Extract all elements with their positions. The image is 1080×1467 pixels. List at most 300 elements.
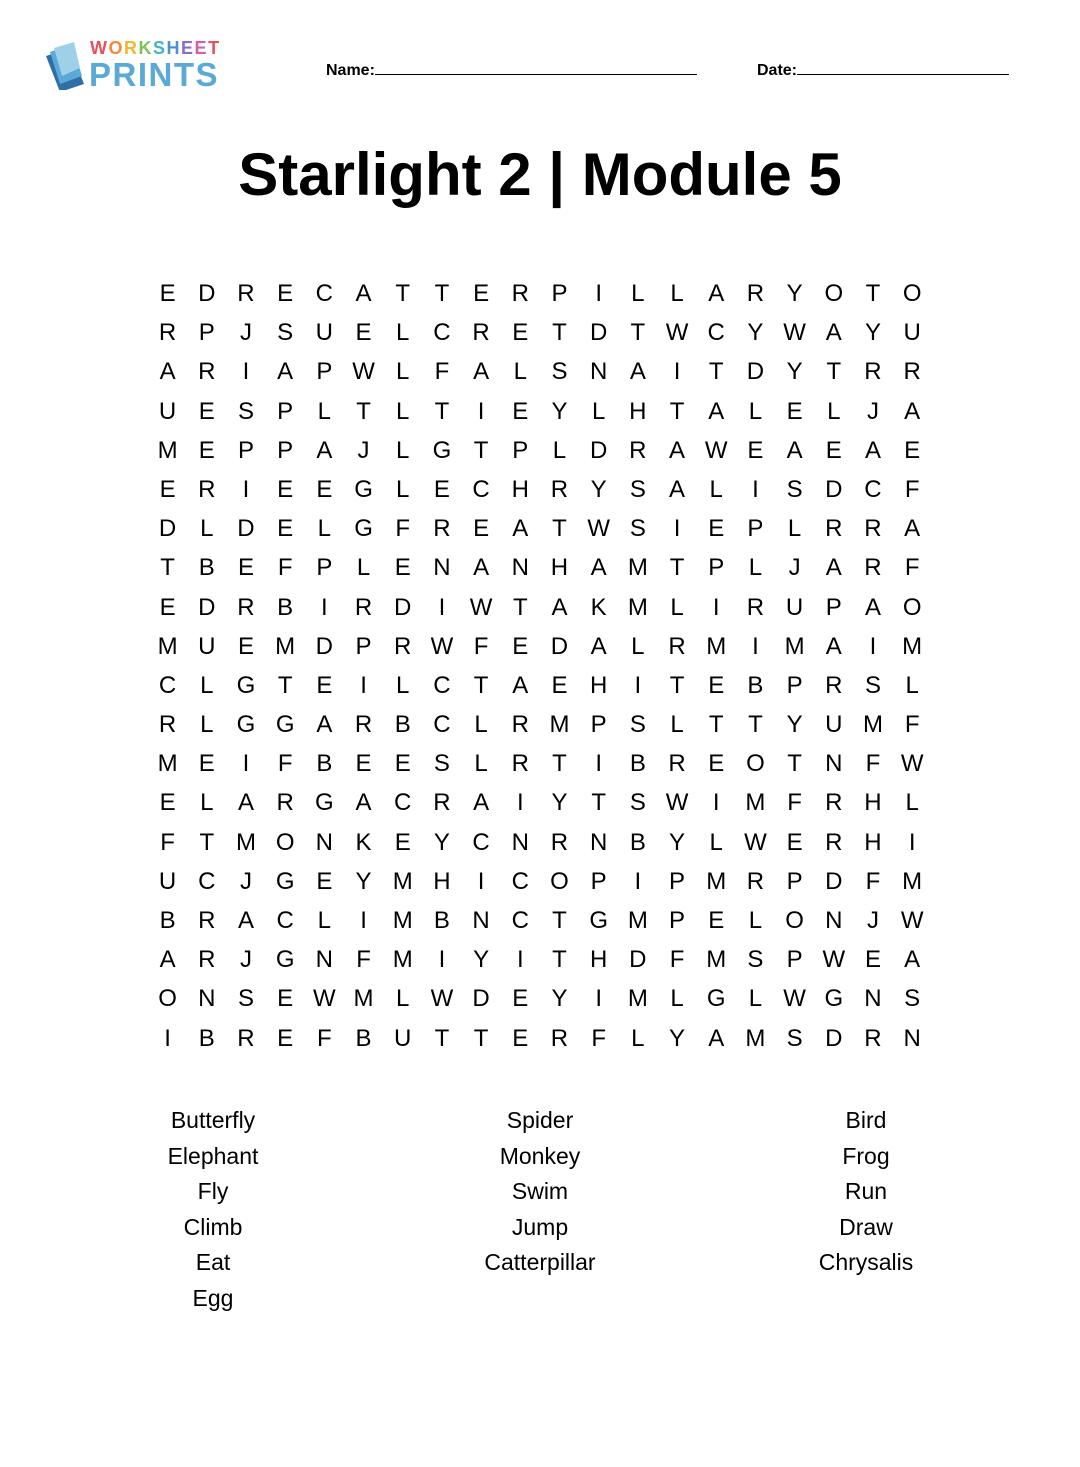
grid-letter[interactable]: R [198, 946, 216, 974]
grid-letter[interactable]: C [394, 789, 412, 817]
grid-letter[interactable]: H [433, 867, 451, 895]
grid-letter[interactable]: C [472, 475, 490, 503]
grid-letter[interactable]: H [589, 671, 608, 699]
grid-letter[interactable]: I [438, 946, 446, 974]
grid-letter[interactable]: F [277, 554, 293, 582]
grid-letter[interactable]: R [354, 711, 373, 739]
grid-letter[interactable]: L [591, 397, 606, 425]
grid-letter[interactable]: G [236, 711, 256, 739]
grid-letter[interactable]: R [825, 515, 843, 543]
grid-letter[interactable]: A [590, 554, 607, 582]
grid-letter[interactable]: T [434, 397, 450, 425]
grid-letter[interactable]: T [787, 750, 802, 778]
grid-letter[interactable]: L [631, 632, 645, 660]
grid-letter[interactable]: G [354, 475, 373, 503]
grid-letter[interactable]: B [747, 671, 764, 699]
grid-letter[interactable]: R [511, 711, 529, 739]
grid-letter[interactable]: E [277, 280, 294, 307]
grid-letter[interactable]: M [392, 946, 413, 974]
grid-letter[interactable]: C [511, 907, 529, 934]
grid-letter[interactable]: S [629, 475, 646, 503]
grid-letter[interactable]: F [591, 1024, 606, 1052]
grid-letter[interactable]: D [394, 593, 412, 621]
grid-letter[interactable]: A [355, 280, 372, 307]
grid-letter[interactable]: T [708, 358, 724, 386]
grid-letter[interactable]: A [864, 436, 881, 464]
grid-letter[interactable]: F [160, 828, 175, 856]
grid-letter[interactable]: L [396, 475, 410, 503]
grid-letter[interactable]: P [590, 711, 607, 739]
grid-letter[interactable]: T [473, 1024, 489, 1052]
grid-letter[interactable]: Y [355, 867, 372, 895]
grid-letter[interactable]: S [786, 475, 803, 503]
grid-letter[interactable]: D [589, 319, 608, 347]
grid-letter[interactable]: A [825, 319, 842, 347]
grid-letter[interactable]: A [551, 593, 568, 621]
grid-letter[interactable]: W [313, 985, 336, 1013]
grid-letter[interactable]: E [786, 397, 803, 425]
grid-letter[interactable]: D [746, 358, 765, 386]
grid-letter[interactable]: H [629, 397, 647, 425]
grid-letter[interactable]: G [275, 867, 295, 895]
grid-letter[interactable]: I [869, 632, 877, 660]
grid-letter[interactable]: E [473, 280, 490, 307]
grid-letter[interactable]: F [865, 867, 881, 895]
grid-letter[interactable]: D [825, 475, 843, 503]
grid-letter[interactable]: E [708, 750, 725, 778]
grid-letter[interactable]: E [316, 671, 333, 699]
grid-letter[interactable]: N [315, 946, 334, 974]
grid-letter[interactable]: S [629, 789, 646, 817]
grid-letter[interactable]: F [434, 358, 450, 386]
grid-letter[interactable]: E [433, 475, 450, 503]
grid-letter[interactable]: C [433, 671, 451, 699]
grid-letter[interactable]: G [275, 946, 295, 974]
grid-letter[interactable]: U [315, 319, 334, 347]
grid-letter[interactable]: F [277, 750, 293, 778]
grid-letter[interactable]: A [159, 946, 176, 974]
grid-letter[interactable]: I [752, 475, 759, 503]
grid-letter[interactable]: G [589, 907, 608, 934]
grid-letter[interactable]: A [904, 515, 921, 543]
grid-letter[interactable]: R [198, 907, 216, 934]
grid-letter[interactable]: H [864, 789, 882, 817]
grid-letter[interactable]: D [198, 280, 216, 307]
grid-letter[interactable]: H [550, 554, 569, 582]
grid-letter[interactable]: O [550, 867, 569, 895]
grid-letter[interactable]: L [670, 280, 684, 307]
grid-letter[interactable]: E [708, 907, 725, 934]
grid-letter[interactable]: W [665, 319, 689, 347]
grid-letter[interactable]: E [198, 436, 215, 464]
grid-letter[interactable]: C [315, 280, 334, 307]
grid-letter[interactable]: C [472, 828, 490, 856]
grid-letter[interactable]: L [748, 554, 763, 582]
grid-letter[interactable]: C [864, 475, 882, 503]
grid-letter[interactable]: S [904, 985, 921, 1013]
grid-letter[interactable]: L [396, 397, 410, 425]
grid-letter[interactable]: Y [473, 946, 490, 974]
grid-letter[interactable]: S [629, 515, 646, 543]
grid-letter[interactable]: P [669, 907, 686, 934]
grid-letter[interactable]: R [237, 1024, 255, 1052]
grid-letter[interactable]: Y [551, 789, 568, 817]
grid-letter[interactable]: C [707, 319, 725, 347]
grid-letter[interactable]: E [512, 1024, 529, 1052]
grid-letter[interactable]: T [512, 593, 528, 621]
grid-letter[interactable]: A [590, 632, 607, 660]
grid-letter[interactable]: R [629, 436, 647, 464]
grid-letter[interactable]: U [158, 867, 177, 895]
grid-letter[interactable]: W [744, 828, 767, 856]
grid-letter[interactable]: U [394, 1024, 412, 1052]
grid-letter[interactable]: R [825, 789, 843, 817]
grid-letter[interactable]: L [787, 515, 802, 543]
grid-letter[interactable]: W [469, 593, 493, 621]
grid-letter[interactable]: L [396, 436, 410, 464]
grid-letter[interactable]: L [513, 358, 527, 386]
grid-letter[interactable]: E [473, 515, 490, 543]
grid-letter[interactable]: L [474, 711, 488, 739]
grid-letter[interactable]: J [239, 946, 252, 974]
grid-letter[interactable]: A [355, 789, 372, 817]
grid-letter[interactable]: N [433, 554, 451, 582]
grid-letter[interactable]: C [198, 867, 216, 895]
grid-letter[interactable]: J [357, 436, 370, 464]
grid-letter[interactable]: E [316, 475, 333, 503]
grid-letter[interactable]: R [237, 593, 255, 621]
grid-letter[interactable]: I [321, 593, 328, 621]
grid-letter[interactable]: P [198, 319, 215, 347]
grid-letter[interactable]: R [472, 319, 490, 347]
grid-letter[interactable]: I [634, 671, 642, 699]
grid-letter[interactable]: N [472, 907, 490, 934]
grid-letter[interactable]: W [783, 319, 806, 347]
grid-letter[interactable]: O [902, 593, 922, 621]
grid-letter[interactable]: R [825, 828, 843, 856]
grid-letter[interactable]: E [159, 280, 176, 307]
grid-letter[interactable]: P [747, 515, 764, 543]
grid-letter[interactable]: R [668, 750, 686, 778]
grid-letter[interactable]: T [160, 554, 175, 582]
grid-letter[interactable]: A [825, 632, 842, 660]
grid-letter[interactable]: D [158, 515, 177, 543]
grid-letter[interactable]: J [866, 397, 879, 425]
grid-letter[interactable]: A [669, 436, 686, 464]
grid-letter[interactable]: A [473, 789, 490, 817]
grid-letter[interactable]: R [511, 280, 529, 307]
grid-letter[interactable]: F [904, 475, 920, 503]
grid-letter[interactable]: F [904, 711, 920, 739]
grid-letter[interactable]: S [237, 397, 254, 425]
grid-letter[interactable]: T [826, 358, 842, 386]
grid-letter[interactable]: R [864, 358, 882, 386]
grid-letter[interactable]: D [589, 436, 608, 464]
grid-letter[interactable]: E [355, 319, 372, 347]
grid-letter[interactable]: G [432, 436, 452, 464]
grid-letter[interactable]: D [825, 867, 843, 895]
grid-letter[interactable]: A [316, 711, 333, 739]
grid-letter[interactable]: U [158, 397, 177, 425]
grid-letter[interactable]: E [198, 397, 215, 425]
grid-letter[interactable]: R [394, 632, 412, 660]
grid-letter[interactable]: L [631, 280, 645, 307]
grid-letter[interactable]: M [157, 632, 178, 660]
grid-letter[interactable]: A [904, 397, 921, 425]
grid-letter[interactable]: A [473, 358, 490, 386]
grid-letter[interactable]: L [670, 985, 684, 1013]
grid-letter[interactable]: A [786, 436, 803, 464]
grid-letter[interactable]: U [785, 593, 804, 621]
grid-letter[interactable]: R [550, 1024, 569, 1052]
grid-letter[interactable]: A [629, 358, 646, 386]
grid-letter[interactable]: L [748, 985, 763, 1013]
grid-letter[interactable]: E [277, 515, 294, 543]
grid-letter[interactable]: E [864, 946, 881, 974]
grid-letter[interactable]: M [235, 828, 256, 856]
grid-letter[interactable]: T [395, 280, 411, 307]
grid-letter[interactable]: P [277, 436, 294, 464]
grid-letter[interactable]: T [277, 671, 293, 699]
grid-letter[interactable]: I [712, 789, 720, 817]
grid-letter[interactable]: M [627, 985, 648, 1013]
grid-letter[interactable]: A [237, 789, 254, 817]
grid-letter[interactable]: N [315, 828, 334, 856]
grid-letter[interactable]: D [629, 946, 647, 974]
grid-letter[interactable]: L [474, 750, 488, 778]
grid-letter[interactable]: W [822, 946, 846, 974]
grid-letter[interactable]: I [673, 358, 681, 386]
grid-letter[interactable]: E [512, 319, 529, 347]
grid-letter[interactable]: L [827, 397, 841, 425]
grid-letter[interactable]: M [157, 436, 178, 464]
grid-letter[interactable]: Y [786, 711, 803, 739]
grid-letter[interactable]: M [862, 711, 883, 739]
grid-letter[interactable]: O [746, 750, 765, 778]
grid-letter[interactable]: E [159, 475, 176, 503]
grid-letter[interactable]: Y [669, 828, 686, 856]
grid-letter[interactable]: M [627, 907, 648, 934]
grid-letter[interactable]: C [276, 907, 294, 934]
grid-letter[interactable]: M [706, 632, 727, 660]
grid-letter[interactable]: C [433, 319, 451, 347]
grid-letter[interactable]: I [477, 867, 485, 895]
grid-letter[interactable]: M [745, 789, 766, 817]
grid-letter[interactable]: R [550, 828, 569, 856]
grid-letter[interactable]: D [550, 632, 569, 660]
grid-letter[interactable]: P [316, 554, 333, 582]
grid-letter[interactable]: M [157, 750, 178, 778]
grid-letter[interactable]: E [825, 436, 842, 464]
grid-letter[interactable]: T [669, 554, 685, 582]
grid-letter[interactable]: I [360, 907, 367, 934]
grid-letter[interactable]: L [396, 671, 410, 699]
grid-letter[interactable]: A [237, 907, 254, 934]
grid-letter[interactable]: P [551, 280, 568, 307]
grid-letter[interactable]: E [394, 750, 411, 778]
grid-letter[interactable]: P [786, 946, 803, 974]
grid-letter[interactable]: L [670, 593, 684, 621]
grid-letter[interactable]: Y [551, 397, 568, 425]
grid-letter[interactable]: E [708, 515, 725, 543]
grid-letter[interactable]: R [550, 475, 569, 503]
grid-letter[interactable]: E [786, 828, 803, 856]
grid-letter[interactable]: D [825, 1024, 843, 1052]
grid-letter[interactable]: J [239, 867, 252, 895]
grid-letter[interactable]: T [552, 907, 567, 934]
grid-letter[interactable]: M [392, 907, 413, 934]
grid-letter[interactable]: F [787, 789, 802, 817]
grid-letter[interactable]: S [864, 671, 881, 699]
grid-letter[interactable]: E [708, 671, 725, 699]
grid-letter[interactable]: Y [786, 280, 803, 307]
grid-letter[interactable]: I [242, 358, 250, 386]
grid-letter[interactable]: O [275, 828, 295, 856]
grid-letter[interactable]: H [864, 828, 882, 856]
grid-letter[interactable]: Y [864, 319, 881, 347]
grid-letter[interactable]: P [277, 397, 294, 425]
grid-letter[interactable]: P [512, 436, 529, 464]
grid-letter[interactable]: M [549, 711, 570, 739]
grid-letter[interactable]: G [824, 985, 844, 1013]
grid-letter[interactable]: A [708, 280, 725, 307]
grid-letter[interactable]: N [511, 554, 529, 582]
grid-letter[interactable]: T [669, 671, 685, 699]
grid-letter[interactable]: Y [551, 985, 568, 1013]
grid-letter[interactable]: T [669, 397, 685, 425]
grid-letter[interactable]: J [788, 554, 801, 582]
grid-letter[interactable]: N [903, 1024, 921, 1052]
grid-letter[interactable]: Y [747, 319, 764, 347]
grid-letter[interactable]: R [433, 789, 451, 817]
grid-letter[interactable]: B [629, 750, 646, 778]
grid-letter[interactable]: R [864, 515, 882, 543]
grid-letter[interactable]: R [746, 867, 765, 895]
grid-letter[interactable]: A [512, 671, 529, 699]
grid-letter[interactable]: L [905, 671, 919, 699]
grid-letter[interactable]: W [665, 789, 689, 817]
grid-letter[interactable]: W [587, 515, 610, 543]
grid-letter[interactable]: G [706, 985, 726, 1013]
grid-letter[interactable]: N [511, 828, 529, 856]
grid-letter[interactable]: T [552, 946, 567, 974]
grid-letter[interactable]: N [825, 907, 843, 934]
grid-letter[interactable]: I [360, 671, 367, 699]
grid-letter[interactable]: S [237, 985, 254, 1013]
grid-letter[interactable]: W [900, 750, 924, 778]
grid-letter[interactable]: U [903, 319, 921, 347]
grid-letter[interactable]: E [277, 475, 294, 503]
grid-letter[interactable]: U [825, 711, 843, 739]
grid-letter[interactable]: O [902, 280, 922, 307]
grid-letter[interactable]: H [511, 475, 529, 503]
grid-letter[interactable]: A [669, 475, 686, 503]
grid-letter[interactable]: I [242, 475, 250, 503]
grid-letter[interactable]: N [589, 828, 608, 856]
grid-letter[interactable]: M [706, 946, 727, 974]
grid-letter[interactable]: B [433, 907, 450, 934]
grid-letter[interactable]: L [670, 711, 684, 739]
grid-letter[interactable]: L [748, 397, 763, 425]
grid-letter[interactable]: A [825, 554, 842, 582]
grid-letter[interactable]: T [552, 319, 567, 347]
grid-letter[interactable]: W [783, 985, 806, 1013]
grid-letter[interactable]: D [237, 515, 255, 543]
grid-letter[interactable]: I [595, 280, 602, 307]
grid-letter[interactable]: S [277, 319, 294, 347]
grid-letter[interactable]: Y [669, 1024, 686, 1052]
grid-letter[interactable]: M [392, 867, 413, 895]
grid-letter[interactable]: E [512, 632, 529, 660]
grid-letter[interactable]: D [198, 593, 216, 621]
grid-letter[interactable]: E [394, 554, 411, 582]
grid-letter[interactable]: I [752, 632, 759, 660]
grid-letter[interactable]: L [317, 397, 332, 425]
grid-letter[interactable]: P [590, 867, 607, 895]
grid-letter[interactable]: M [627, 554, 648, 582]
grid-letter[interactable]: P [355, 632, 372, 660]
grid-letter[interactable]: A [512, 515, 529, 543]
grid-letter[interactable]: R [354, 593, 373, 621]
grid-letter[interactable]: O [785, 907, 804, 934]
grid-letter[interactable]: E [159, 789, 176, 817]
grid-letter[interactable]: R [198, 475, 216, 503]
grid-letter[interactable]: E [904, 436, 921, 464]
grid-letter[interactable]: O [824, 280, 844, 307]
grid-letter[interactable]: L [317, 515, 332, 543]
grid-letter[interactable]: C [511, 867, 529, 895]
grid-letter[interactable]: M [353, 985, 374, 1013]
grid-letter[interactable]: A [708, 1024, 725, 1052]
grid-letter[interactable]: R [158, 319, 177, 347]
grid-letter[interactable]: F [669, 946, 685, 974]
grid-letter[interactable]: R [864, 1024, 882, 1052]
grid-letter[interactable]: F [356, 946, 371, 974]
grid-letter[interactable]: O [158, 985, 177, 1013]
grid-letter[interactable]: P [786, 671, 803, 699]
grid-letter[interactable]: F [473, 632, 489, 660]
grid-letter[interactable]: B [159, 907, 176, 934]
grid-letter[interactable]: L [200, 671, 214, 699]
grid-letter[interactable]: T [434, 1024, 450, 1052]
grid-letter[interactable]: N [825, 750, 843, 778]
grid-letter[interactable]: R [825, 671, 843, 699]
date-field[interactable] [757, 60, 1009, 80]
grid-letter[interactable]: P [786, 867, 803, 895]
grid-letter[interactable]: E [277, 1024, 294, 1052]
grid-letter[interactable]: G [236, 671, 256, 699]
grid-letter[interactable]: G [275, 711, 295, 739]
grid-letter[interactable]: E [747, 436, 764, 464]
grid-letter[interactable]: P [669, 867, 686, 895]
grid-letter[interactable]: F [904, 554, 920, 582]
grid-letter[interactable]: T [865, 280, 881, 307]
grid-letter[interactable]: T [591, 789, 606, 817]
grid-letter[interactable]: I [595, 985, 602, 1013]
grid-letter[interactable]: T [473, 436, 489, 464]
grid-letter[interactable]: L [200, 711, 214, 739]
grid-letter[interactable]: I [595, 750, 602, 778]
grid-letter[interactable]: G [354, 515, 373, 543]
grid-letter[interactable]: N [589, 358, 608, 386]
grid-letter[interactable]: A [904, 946, 921, 974]
grid-letter[interactable]: S [747, 946, 764, 974]
grid-letter[interactable]: L [396, 985, 410, 1013]
grid-letter[interactable]: L [200, 789, 214, 817]
grid-letter[interactable]: T [552, 750, 567, 778]
grid-letter[interactable]: I [477, 397, 485, 425]
grid-letter[interactable]: T [630, 319, 646, 347]
